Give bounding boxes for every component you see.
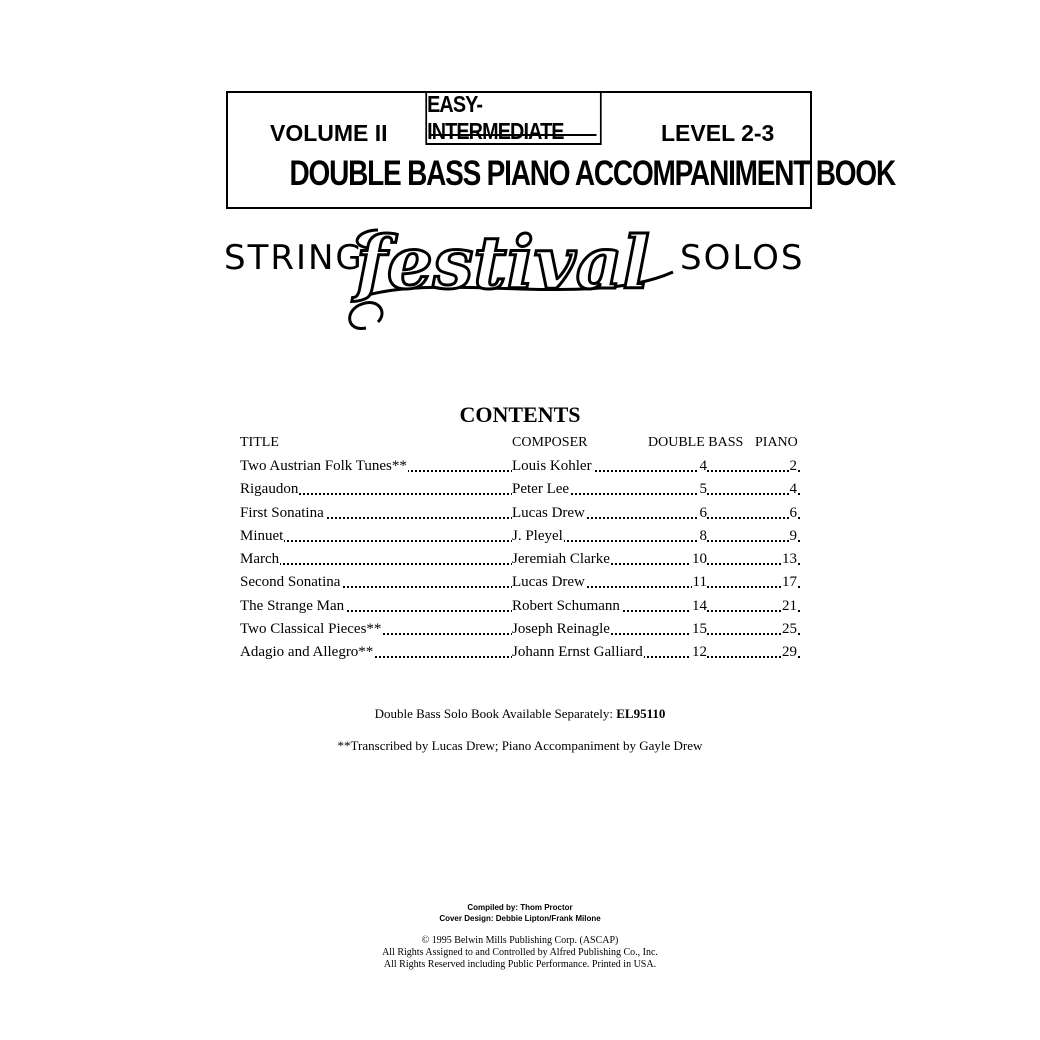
contents-table	[240, 455, 800, 665]
row-composer: Lucas Drew	[512, 502, 586, 525]
row-title: The Strange Man	[240, 595, 345, 618]
row-piano-page: 6	[789, 502, 798, 525]
row-double-bass-page: 8	[699, 525, 708, 548]
festival-logo-text: festival	[356, 220, 650, 305]
rights-reserved-line: All Rights Reserved including Public Performance. Printed in USA.	[383, 959, 657, 970]
rights-assigned-line: All Rights Assigned to and Controlled by Alfred Publishing Co., Inc.	[382, 947, 658, 958]
row-composer: Lucas Drew	[512, 571, 586, 594]
solo-book-code: EL95110	[616, 706, 666, 721]
cover-design-credit: Cover Design: Debbie Lipton/Frank Milone	[439, 914, 601, 923]
row-title: March	[240, 548, 280, 571]
row-composer: Johann Ernst Galliard	[512, 641, 644, 664]
copyright-line: © 1995 Belwin Mills Publishing Corp. (ASCAP)	[421, 935, 619, 946]
contents-heading: CONTENTS	[459, 402, 581, 427]
book-title: DOUBLE BASS PIANO ACCOMPANIMENT BOOK	[289, 154, 895, 193]
row-double-bass-page: 4	[699, 455, 708, 478]
row-double-bass-page: 15	[691, 618, 707, 641]
compiled-credit: Compiled by: Thom Proctor	[467, 903, 573, 912]
column-header-double-bass: DOUBLE BASS	[648, 435, 744, 450]
row-title: Two Classical Pieces**	[240, 618, 382, 641]
row-double-bass-page: 10	[691, 548, 707, 571]
contents-row	[240, 641, 800, 664]
row-piano-page: 21	[781, 595, 797, 618]
solo-book-note	[0, 706, 1040, 722]
contents-row	[240, 478, 800, 501]
row-piano-page: 9	[789, 525, 798, 548]
row-piano-page: 4	[789, 478, 798, 501]
row-double-bass-page: 14	[691, 595, 707, 618]
row-title: Minuet	[240, 525, 284, 548]
row-title: Two Austrian Folk Tunes**	[240, 455, 408, 478]
contents-row	[240, 525, 800, 548]
row-piano-page: 25	[781, 618, 797, 641]
contents-row	[240, 571, 800, 594]
solo-book-note-text: Double Bass Solo Book Available Separately:	[374, 706, 617, 721]
row-composer: Peter Lee	[512, 478, 570, 501]
column-header-piano: PIANO	[755, 435, 798, 450]
row-double-bass-page: 12	[691, 641, 707, 664]
level-label: LEVEL 2-3	[661, 120, 775, 146]
row-composer: Jeremiah Clarke	[512, 548, 611, 571]
volume-label: VOLUME II	[270, 120, 388, 146]
row-title: Rigaudon	[240, 478, 299, 501]
contents-row	[240, 455, 800, 478]
brand-solos: SOLOS	[680, 238, 805, 278]
row-double-bass-page: 6	[699, 502, 708, 525]
row-piano-page: 13	[781, 548, 797, 571]
row-double-bass-page: 5	[699, 478, 708, 501]
row-piano-page: 17	[781, 571, 797, 594]
row-title: First Sonatina	[240, 502, 325, 525]
contents-row	[240, 502, 800, 525]
row-composer: Louis Kohler	[512, 455, 593, 478]
level-badge: EASY-INTERMEDIATE	[425, 91, 601, 145]
festival-logo	[338, 200, 688, 340]
row-title: Adagio and Allegro**	[240, 641, 374, 664]
row-composer: Robert Schumann	[512, 595, 621, 618]
column-header-title: TITLE	[240, 435, 279, 450]
contents-row	[240, 595, 800, 618]
contents-row	[240, 618, 800, 641]
brand-string: STRING	[224, 238, 364, 278]
transcription-note: **Transcribed by Lucas Drew; Piano Accompaniment by Gayle Drew	[337, 738, 703, 753]
row-double-bass-page: 11	[692, 571, 707, 594]
row-composer: Joseph Reinagle	[512, 618, 611, 641]
row-piano-page: 29	[781, 641, 797, 664]
column-header-composer: COMPOSER	[512, 435, 588, 450]
row-composer: J. Pleyel	[512, 525, 564, 548]
row-title: Second Sonatina	[240, 571, 341, 594]
contents-row	[240, 548, 800, 571]
row-piano-page: 2	[789, 455, 798, 478]
